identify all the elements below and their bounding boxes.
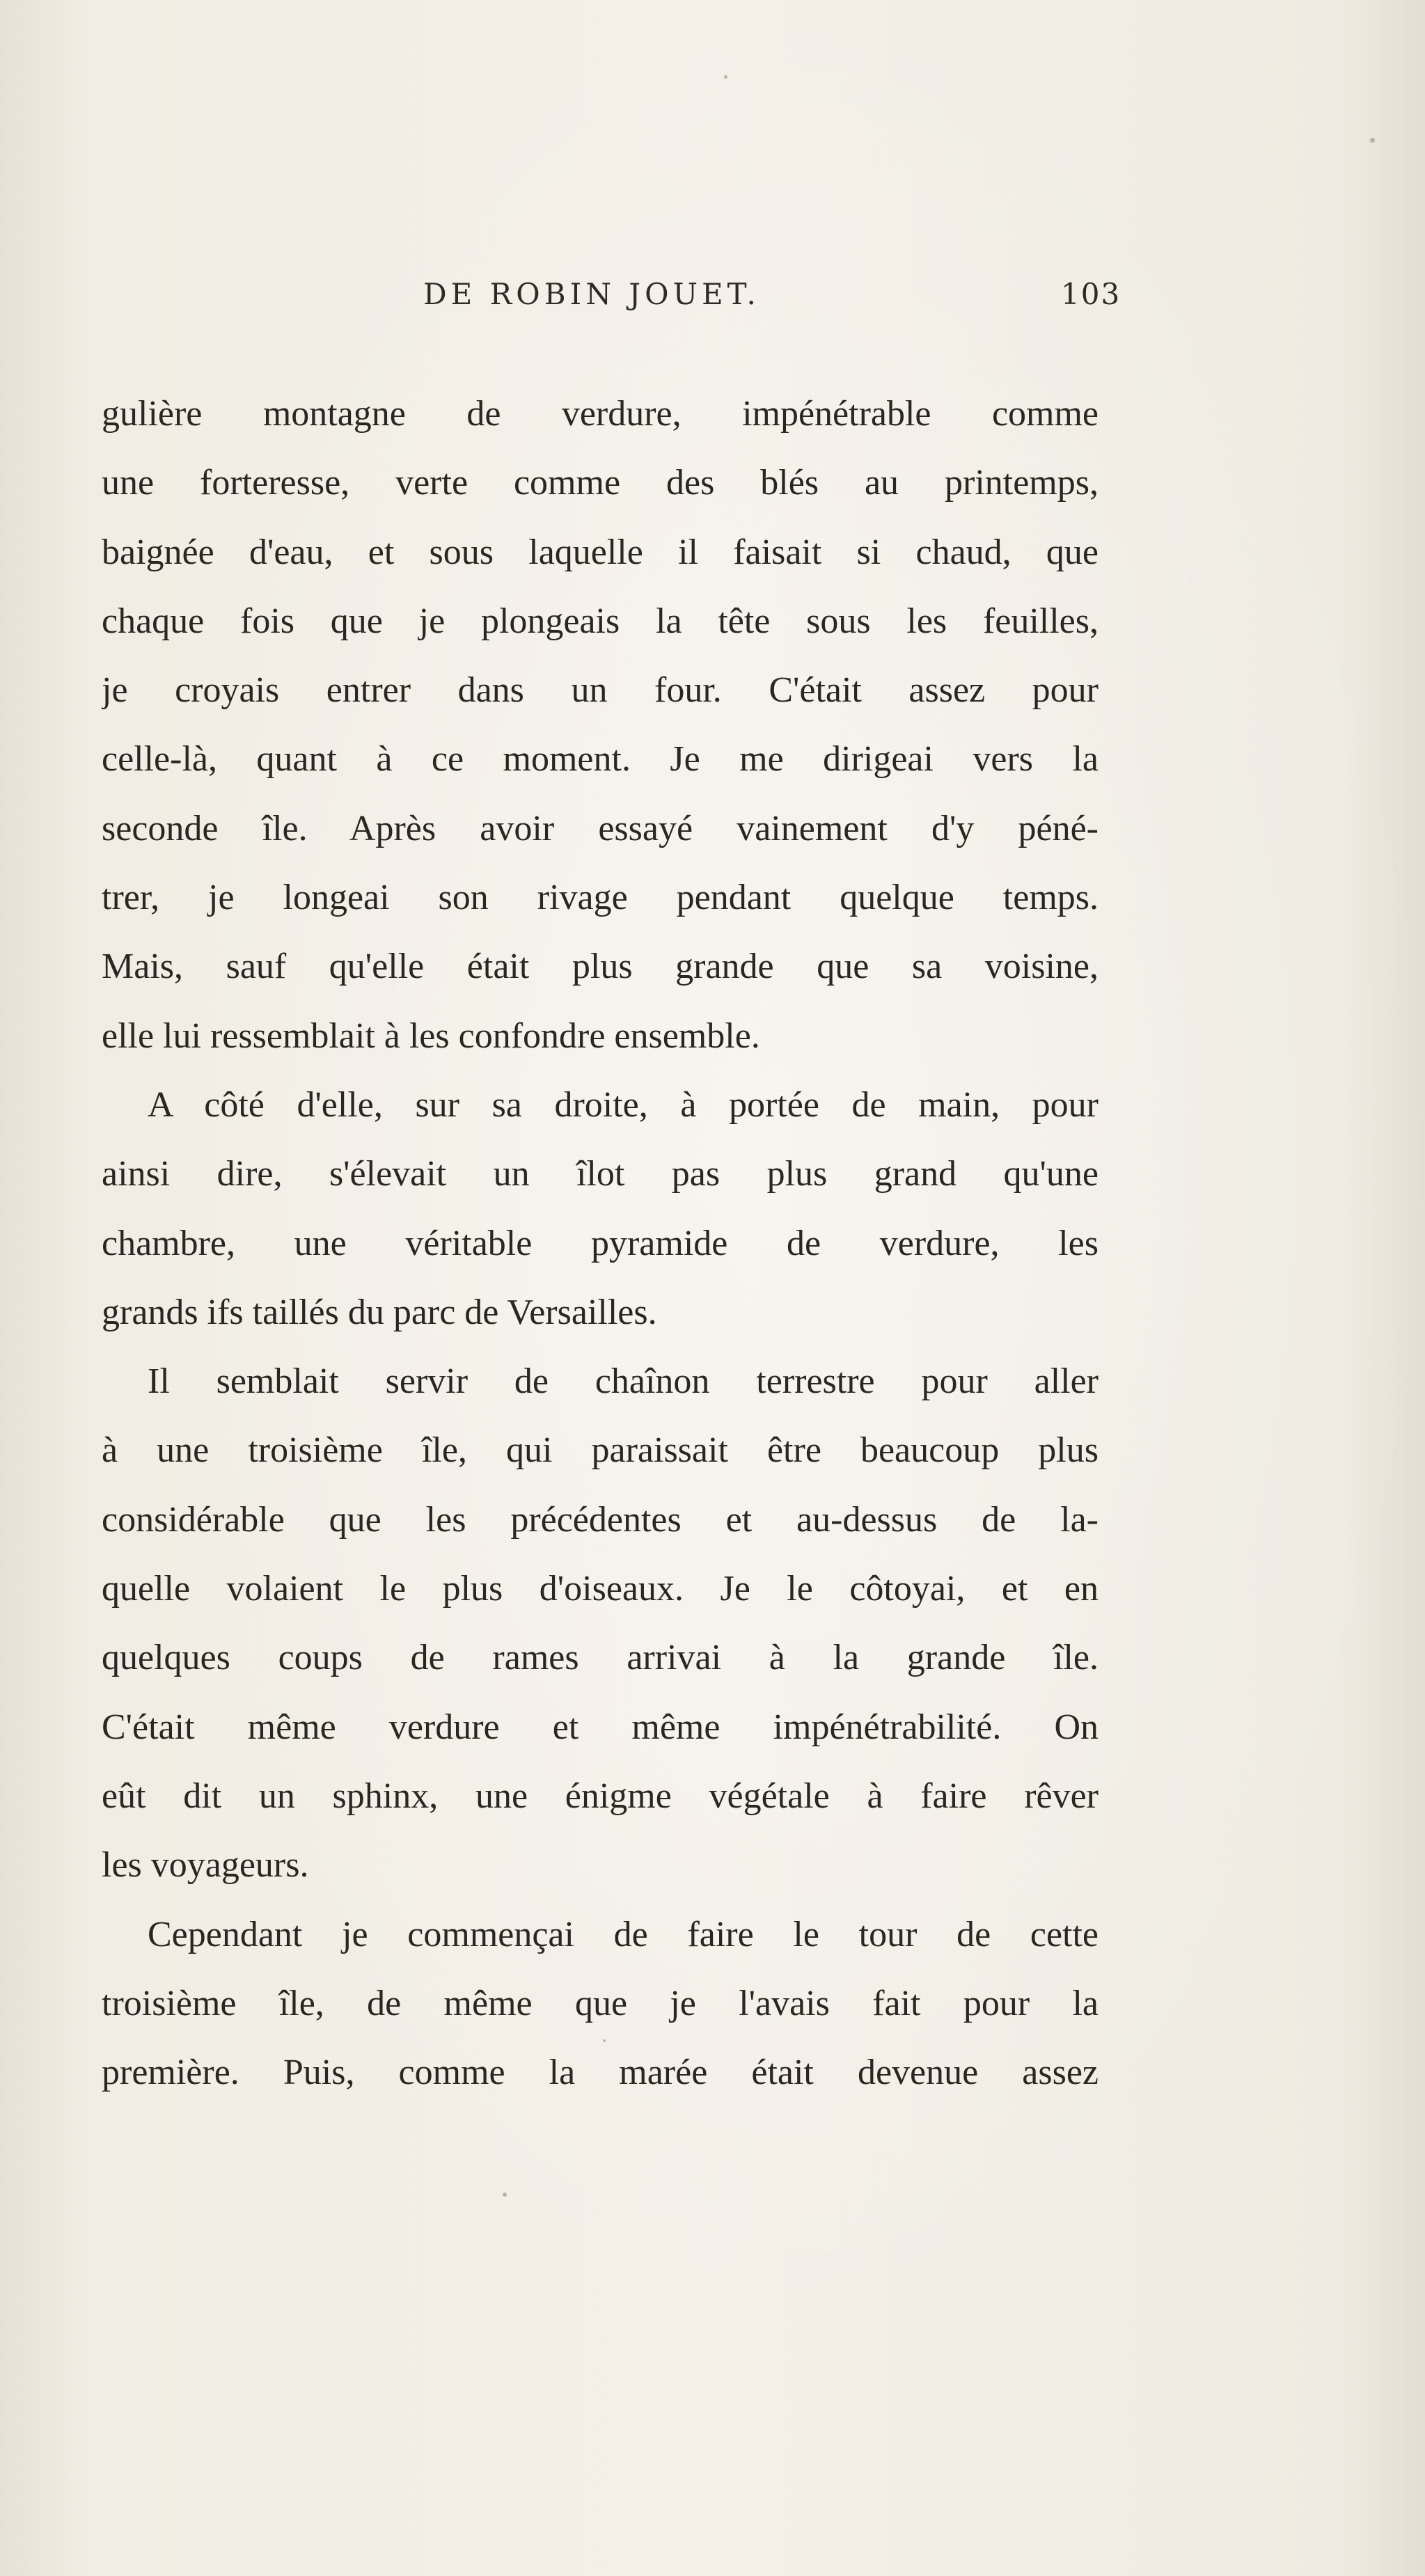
- text-line: à une troisième île, qui paraissait être beaucoup plus: [102, 1430, 1099, 1471]
- text-line: une forteresse, verte comme des blés au printemps,: [102, 463, 1099, 503]
- text-line: ainsi dire, s'élevait un îlot pas plus grand qu'une: [102, 1154, 1099, 1194]
- text-line: considérable que les précédentes et au-dessus de la-: [102, 1499, 1099, 1540]
- text-line: les voyageurs.: [102, 1845, 309, 1886]
- text-line: chaque fois que je plongeais la tête sous les feuilles,: [102, 601, 1099, 641]
- text-line: Cependant je commençai de faire le tour de cette: [148, 1914, 1099, 1954]
- paper-speck: [1370, 138, 1375, 143]
- text-line: gulière montagne de verdure, impénétrable comme: [102, 394, 1099, 434]
- text-line: baignée d'eau, et sous laquelle il faisait si chaud, que: [102, 532, 1099, 572]
- body-text: [102, 379, 1099, 2107]
- paper-speck: [603, 2039, 606, 2042]
- page-number: 103: [1061, 277, 1121, 311]
- paper-speck: [724, 75, 727, 79]
- text-line: grands ifs taillés du parc de Versailles.: [102, 1292, 657, 1332]
- text-line: eût dit un sphinx, une énigme végétale à faire rêver: [102, 1776, 1099, 1816]
- running-head: DE ROBIN JOUET.: [423, 277, 760, 311]
- paper-speck: [503, 2192, 507, 2197]
- text-line: C'était même verdure et même impénétrabilité. On: [102, 1707, 1099, 1747]
- text-line: quelques coups de rames arrivai à la grande île.: [102, 1638, 1099, 1678]
- text-line: trer, je longeai son rivage pendant quelque temps.: [102, 878, 1099, 918]
- text-line: celle-là, quant à ce moment. Je me dirigeai vers la: [102, 739, 1099, 780]
- text-line: troisième île, de même que je l'avais fait pour la: [102, 1983, 1099, 2023]
- text-line: chambre, une véritable pyramide de verdure, les: [102, 1223, 1099, 1263]
- text-line: elle lui ressemblait à les confondre ensemble.: [102, 1016, 760, 1056]
- text-line: première. Puis, comme la marée était devenue assez: [102, 2053, 1099, 2093]
- text-line: je croyais entrer dans un four. C'était assez pour: [102, 670, 1099, 711]
- text-line: quelle volaient le plus d'oiseaux. Je le côtoyai, et en: [102, 1569, 1099, 1609]
- text-line: seconde île. Après avoir essayé vainement d'y péné-: [102, 808, 1099, 848]
- text-line: Il semblait servir de chaînon terrestre pour aller: [148, 1361, 1099, 1402]
- text-line: A côté d'elle, sur sa droite, à portée de main, pour: [148, 1084, 1099, 1125]
- text-line: Mais, sauf qu'elle était plus grande que sa voisine,: [102, 947, 1099, 987]
